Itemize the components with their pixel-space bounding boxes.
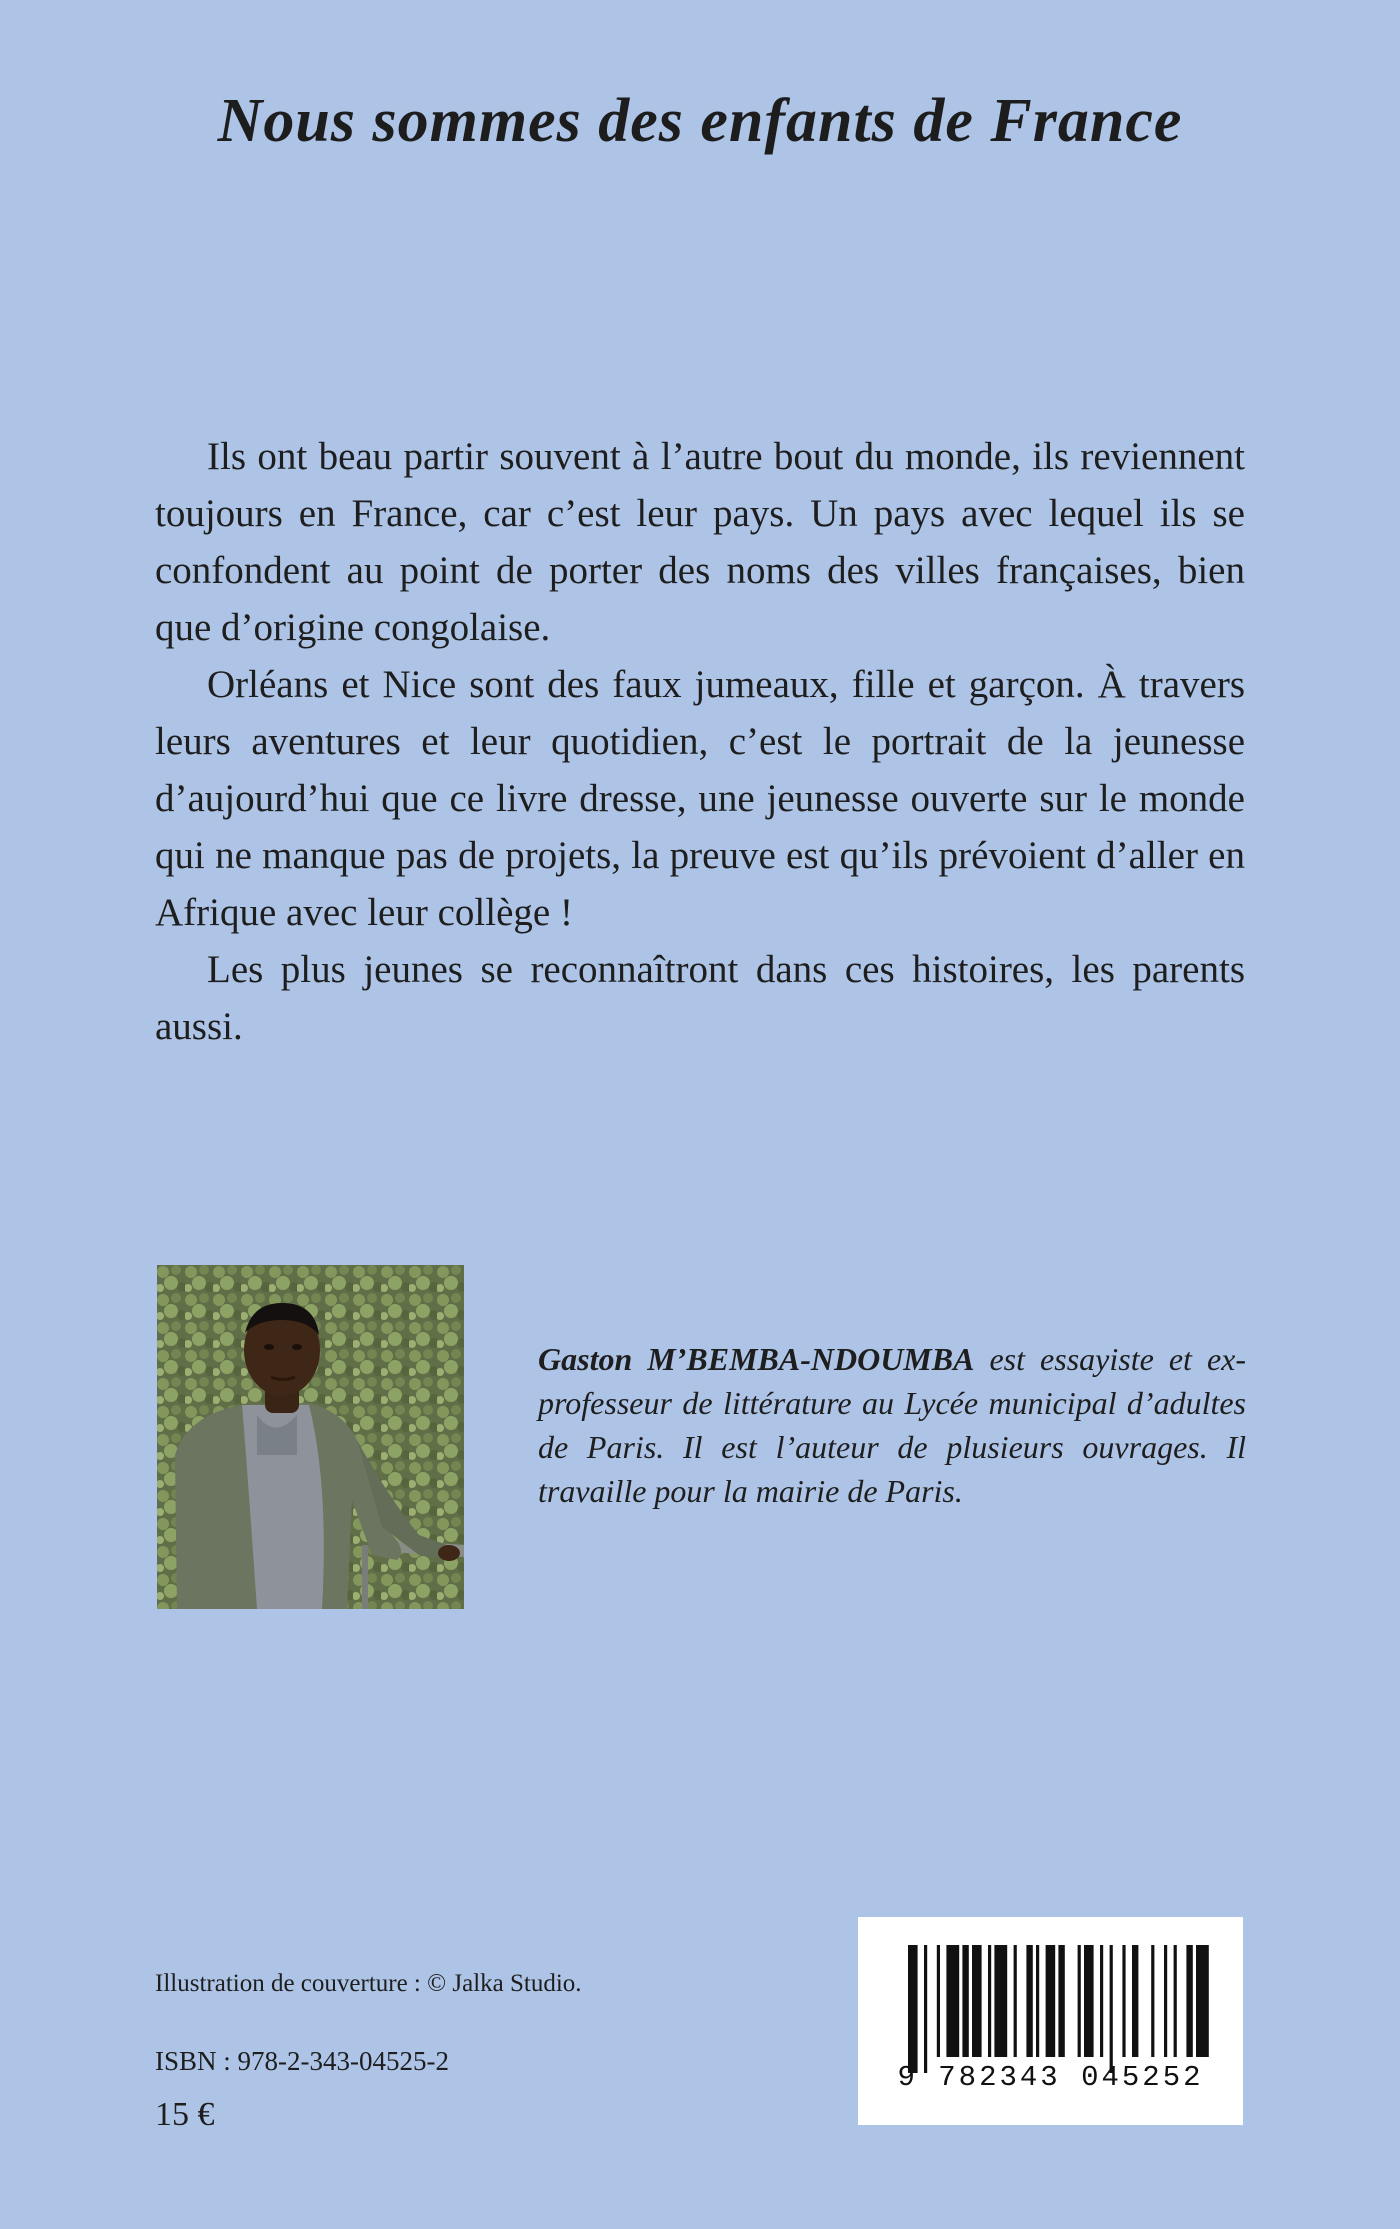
barcode-bar (1026, 1945, 1032, 2057)
price: 15 € (155, 2096, 215, 2133)
barcode-bar (1151, 1945, 1154, 2057)
barcode-bar (988, 1945, 991, 2057)
barcode-bar (1196, 1945, 1209, 2057)
blurb-paragraph: Orléans et Nice sont des faux jumeaux, fille et garçon. À travers leurs aventures et leur quotidien, c’est le portrait de la jeunesse d’aujourd’hui que ce livre dresse, une jeunesse ouverte sur le monde qui ne manque pas de projets, la preuve est qu’ils prévoient d’aller en Afrique avec leur collège ! (155, 663, 1245, 934)
barcode-bar (1132, 1945, 1138, 2057)
barcode-digits: 9 782343 045252 (897, 2061, 1204, 2094)
barcode-bar (962, 1945, 968, 2057)
author-bio-text: est essayiste et ex-professeur de littérature au Lycée municipal d’adultes de Paris. Il est l’auteur de plusieurs ouvrages. Il travaille pour la mairie de Paris. (538, 1341, 1247, 1509)
author-name: Gaston M’BEMBA-NDOUMBA (538, 1341, 975, 1377)
author-photo (157, 1265, 464, 1609)
barcode-bar (972, 1945, 982, 2057)
back-cover-blurb (155, 428, 1245, 1055)
barcode-bar (1078, 1945, 1081, 2057)
barcode-bar (1100, 1945, 1103, 2057)
barcode-bar (1014, 1945, 1017, 2057)
barcode (858, 1917, 1243, 2125)
barcode-bar (1036, 1945, 1039, 2057)
barcode-bar (908, 1945, 918, 2073)
barcode-bar (1186, 1945, 1192, 2057)
barcode-bar (1122, 1945, 1125, 2057)
isbn: ISBN : 978-2-343-04525-2 (155, 2046, 449, 2076)
barcode-bar (924, 1945, 927, 2073)
barcode-bar (1046, 1945, 1056, 2057)
blurb-paragraph: Ils ont beau partir souvent à l’autre bout du monde, ils reviennent toujours en France, car c’est leur pays. Un pays avec lequel ils se confondent au point de porter des noms des villes françaises, bien que d’origine congolaise. (155, 435, 1245, 649)
book-title: Nous sommes des enfants de France (217, 87, 1183, 155)
author-bio (538, 1337, 1246, 1513)
barcode-bar (994, 1945, 1007, 2057)
barcode-bar (1084, 1945, 1094, 2057)
barcode-bar (1164, 1945, 1167, 2057)
illustration-credit: Illustration de couverture : © Jalka Studio. (155, 1970, 582, 1997)
barcode-bar (1058, 1945, 1064, 2057)
barcode-bar (946, 1945, 959, 2057)
barcode-bar (1110, 1945, 1113, 2073)
blurb-paragraph: Les plus jeunes se reconnaîtront dans ces histoires, les parents aussi. (155, 948, 1245, 1048)
barcode-bar (937, 1945, 940, 2057)
barcode-bar (1174, 1945, 1177, 2057)
